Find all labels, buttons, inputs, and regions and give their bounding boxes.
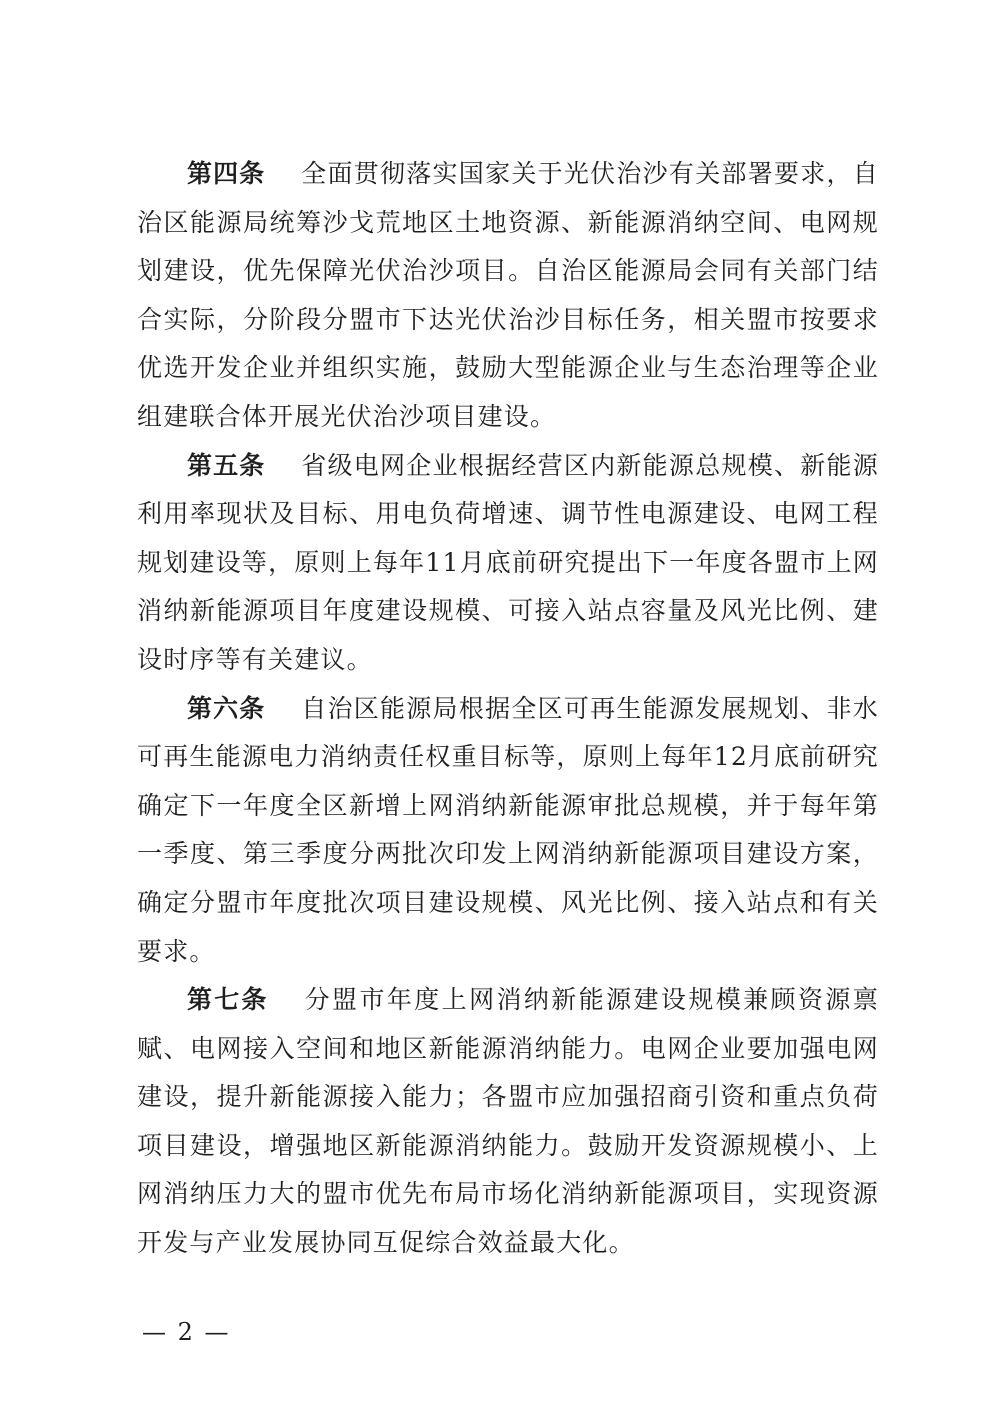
page-number: — 2 — [142,1318,231,1346]
article-text: 省级电网企业根据经营区内新能源总规模、新能源利用率现状及目标、用电负荷增速、调节性电源建设、电网工程规划建设等，原则上每年11月底前研究提出下一年度各盟市上网消纳新能源项目年度建设规模、可接入站点容量及风光比例、建设时序等有关建议。 [137,450,879,674]
document-body [137,150,879,1268]
article-text: 自治区能源局根据全区可再生能源发展规划、非水可再生能源电力消纳责任权重目标等，原则上每年12月底前研究确定下一年度全区新增上网消纳新能源审批总规模，并于每年第一季度、第三季度分两批次印发上网消纳新能源项目建设方案，确定分盟市年度批次项目建设规模、风光比例、接入站点和有关要求。 [137,693,879,966]
article-label: 第七条 [187,985,269,1015]
article-label: 第六条 [187,693,266,723]
article-4 [137,150,879,442]
article-6 [137,685,879,977]
article-7 [137,976,879,1268]
article-5 [137,442,879,685]
article-label: 第四条 [187,159,266,188]
article-label: 第五条 [187,450,266,480]
article-text: 全面贯彻落实国家关于光伏治沙有关部署要求，自治区能源局统筹沙戈荒地区土地资源、新能源消纳空间、电网规划建设，优先保障光伏治沙项目。自治区能源局会同有关部门结合实际，分阶段分盟市下达光伏治沙目标任务，相关盟市按要求优选开发企业并组织实施，鼓励大型能源企业与生态治理等企业组建联合体开展光伏治沙项目建设。 [137,159,879,431]
article-text: 分盟市年度上网消纳新能源建设规模兼顾资源禀赋、电网接入空间和地区新能源消纳能力。电网企业要加强电网建设，提升新能源接入能力；各盟市应加强招商引资和重点负荷项目建设，增强地区新能源消纳能力。鼓励开发资源规模小、上网消纳压力大的盟市优先布局市场化消纳新能源项目，实现资源开发与产业发展协同互促综合效益最大化。 [137,985,879,1258]
